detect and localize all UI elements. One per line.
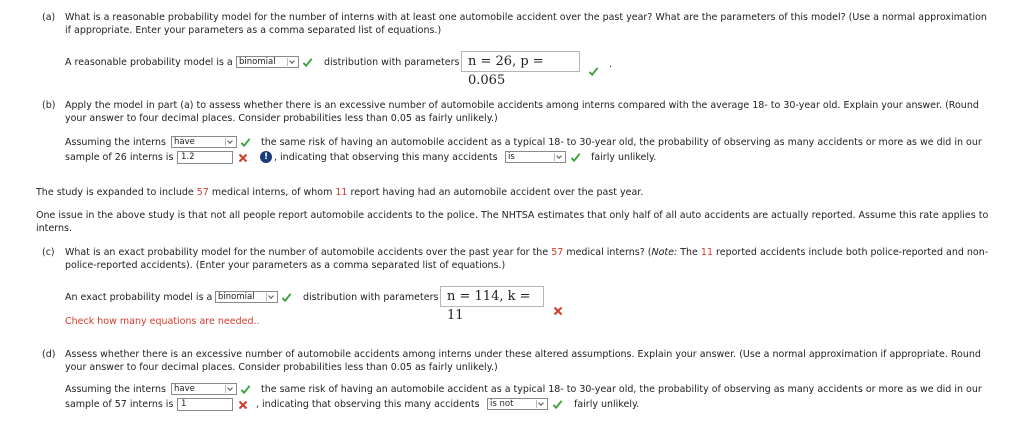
- chevron-down-icon: [287, 58, 297, 66]
- part-d-is-select[interactable]: is not: [487, 398, 548, 410]
- part-a-params-n: n = 26, p =: [468, 54, 544, 69]
- correct-check-icon: [302, 57, 313, 68]
- part-d-assuming: Assuming the interns: [65, 384, 166, 395]
- part-d-probability-input[interactable]: 1: [177, 398, 233, 411]
- part-c-params-input[interactable]: n = 114, k = 11: [440, 286, 544, 307]
- chevron-down-icon: [266, 293, 276, 301]
- part-b-question-line2: your answer to four decimal places. Consider probabilities less than 0.05 as fairly unlikely.): [65, 113, 498, 124]
- correct-check-icon: [240, 137, 251, 148]
- part-d-sample-text: sample of 57 interns is: [65, 399, 174, 410]
- part-a-params-p: 0.065: [468, 73, 506, 88]
- part-b-have-select[interactable]: have: [171, 136, 237, 148]
- part-a-period: .: [609, 59, 613, 70]
- issue-line2: interns.: [36, 223, 72, 234]
- part-c-question-line1: What is an exact probability model for the number of automobile accidents over the past year for the 57 medical interns? (Note: The 11 reported accidents include both police-reported and non-: [65, 247, 989, 258]
- correct-check-icon: [552, 399, 563, 410]
- part-c-feedback: Check how many equations are needed..: [65, 316, 260, 327]
- part-b-indicating: , indicating that observing this many accidents: [274, 152, 498, 163]
- part-c-prefix: An exact probability model is a: [65, 292, 213, 303]
- part-c-question-line2: police-reported accidents). (Enter your parameters as a comma separated list of equations.): [65, 260, 506, 271]
- incorrect-x-icon: [238, 400, 248, 410]
- part-b-sample-text: sample of 26 interns is: [65, 152, 174, 163]
- chevron-down-icon: [554, 153, 564, 161]
- part-b-is-select[interactable]: is: [505, 151, 566, 163]
- part-b-probability-input[interactable]: 1.2: [177, 151, 233, 164]
- incorrect-x-icon: [553, 306, 563, 316]
- part-a-model-select[interactable]: binomial: [236, 56, 299, 68]
- issue-line1: One issue in the above study is that not all people report automobile accidents to the police. The NHTSA estimates that only half of all auto accidents are actually reported. Assume this rate applies to: [36, 210, 989, 221]
- incorrect-x-icon: [238, 153, 248, 163]
- part-c-middle: distribution with parameters: [303, 292, 439, 303]
- part-a-prefix: A reasonable probability model is a: [65, 57, 233, 68]
- part-d-risk-text: the same risk of having an automobile accident as a typical 18- to 30-year old, the probability of observing as many accidents or more as we did in our: [261, 384, 982, 395]
- alert-icon[interactable]: !: [260, 151, 272, 163]
- part-a-label: (a): [42, 12, 56, 23]
- chevron-down-icon: [225, 138, 235, 146]
- part-a-question-line1: What is a reasonable probability model for the number of interns with at least one automobile accident over the past year? What are the parameters of this model? (Use a normal approximation: [65, 12, 987, 23]
- part-a-middle: distribution with parameters: [324, 57, 460, 68]
- part-d-indicating: , indicating that observing this many accidents: [256, 399, 480, 410]
- correct-check-icon: [570, 152, 581, 163]
- study-accidents: 11: [335, 187, 348, 198]
- study-total: 57: [196, 187, 209, 198]
- part-d-question-line2: your answer to four decimal places. Consider probabilities less than 0.05 as fairly unlikely.): [65, 362, 498, 373]
- part-d-label: (d): [42, 349, 56, 360]
- part-a-params-input[interactable]: [461, 51, 580, 88]
- part-b-label: (b): [42, 100, 56, 111]
- study-text: The study is expanded to include 57 medical interns, of whom 11 report having had an automobile accident over the past year.: [36, 187, 644, 198]
- part-b-unlikely: fairly unlikely.: [591, 152, 657, 163]
- part-c-model-select[interactable]: binomial: [215, 291, 278, 303]
- part-a-question-line2: if appropriate. Enter your parameters as a comma separated list of equations.): [65, 25, 442, 36]
- part-b-question-line1: Apply the model in part (a) to assess whether there is an excessive number of automobile accidents among interns compared with the average 18- to 30-year old. Explain your answer. (Round: [65, 100, 979, 111]
- part-b-assuming: Assuming the interns: [65, 137, 166, 148]
- part-d-question-line1: Assess whether there is an excessive number of automobile accidents among interns under these altered assumptions. Explain your answer. (Use a normal approximation if appropriate. Round: [65, 349, 981, 360]
- chevron-down-icon: [225, 385, 235, 393]
- correct-check-icon: [588, 66, 599, 77]
- part-d-have-select[interactable]: have: [171, 383, 237, 395]
- correct-check-icon: [240, 384, 251, 395]
- correct-check-icon: [281, 292, 292, 303]
- part-c-label: (c): [42, 247, 55, 258]
- part-d-unlikely: fairly unlikely.: [574, 399, 640, 410]
- part-b-risk-text: the same risk of having an automobile accident as a typical 18- to 30-year old, the probability of observing as many accidents or more as we did in our: [261, 137, 982, 148]
- chevron-down-icon: [536, 400, 546, 408]
